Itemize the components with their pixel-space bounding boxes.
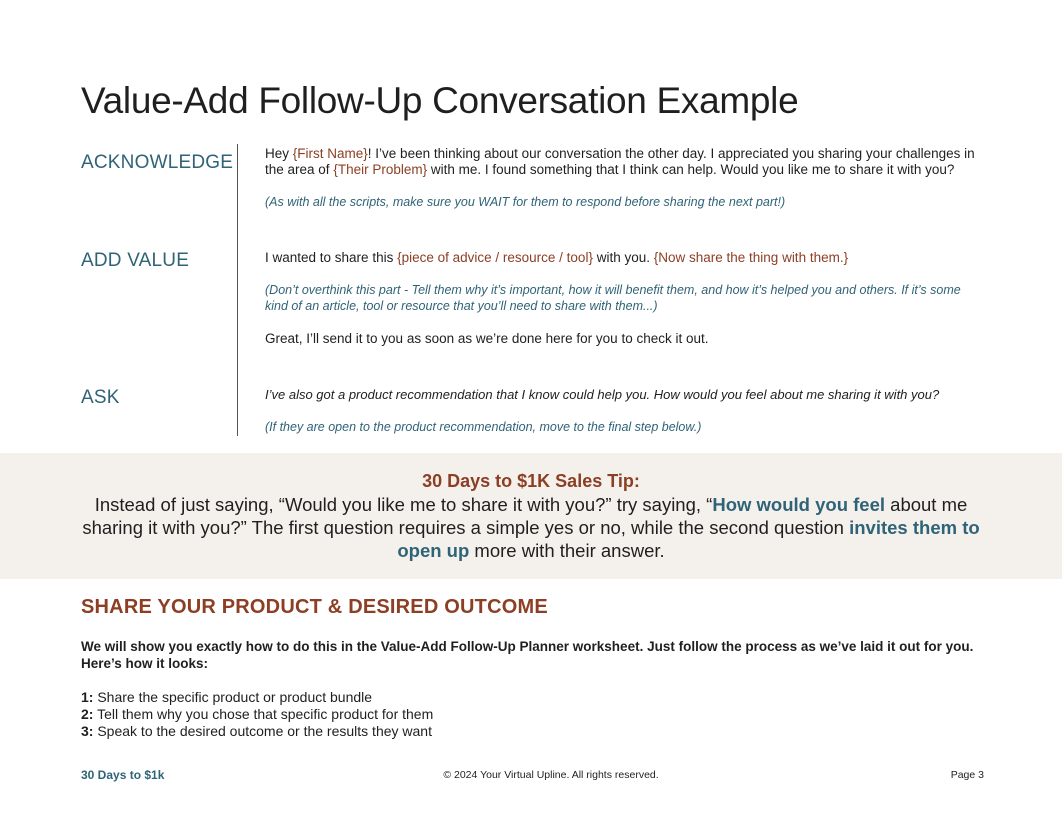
step-text-add-value [265,250,985,266]
list-item [81,706,781,723]
placeholder-share-thing: {Now share the thing with them.} [653,250,849,265]
list-item-text: Tell them why you chose that specific product for them [93,706,434,722]
vertical-divider [237,144,238,436]
list-item-number: 3: [81,723,94,739]
placeholder-their-problem: {Their Problem} [333,162,428,177]
placeholder-resource: {piece of advice / resource / tool} [397,250,593,265]
tip-highlight-how-would-you-feel: How would you feel [712,494,886,515]
footer-page-number: Page 3 [950,769,984,781]
list-item [81,723,781,740]
section-intro: We will show you exactly how to do this in the Value-Add Follow-Up Planner worksheet. Just follow the process as we’ve laid it out for you. Here’s how it looks: [81,639,974,671]
text-segment: I wanted to share this [265,250,398,265]
sales-tip-banner [0,453,1062,579]
text-segment: about me sharing it with you?” The first question requires a simple yes or no, while the second question [82,494,968,538]
list-item-text: Share the specific product or product bundle [93,689,373,705]
step-label-add-value: ADD VALUE [81,250,190,271]
step-note-acknowledge: (As with all the scripts, make sure you WAIT for them to respond before sharing the next part!) [265,195,786,209]
step-note-add-value: (Don’t overthink this part - Tell them why it’s important, how it will benefit them, and how it’s helped you and others. If it’s some kind of an article, tool or resource that you’ll need to share with them...) [265,283,961,313]
process-list [81,689,781,740]
list-item-number: 1: [81,689,94,705]
text-segment: Instead of just saying, “Would you like me to share it with you?” try saying, “ [94,494,713,515]
list-item-text: Speak to the desired outcome or the results they want [93,723,432,739]
list-item [81,689,781,706]
step-label-ask: ASK [81,387,120,408]
section-heading: SHARE YOUR PRODUCT & DESIRED OUTCOME [81,596,548,618]
text-segment: more with their answer. [469,540,665,561]
tip-highlight-invites: invites them to open up [397,517,980,561]
step-text-ask: I’ve also got a product recommendation that I know could help you. How would you feel about me sharing it with you? [265,387,940,402]
placeholder-first-name: {First Name} [292,146,368,161]
conversation-steps [81,144,986,436]
tip-heading: 30 Days to $1K Sales Tip: [422,471,640,491]
footer-brand: 30 Days to $1k [81,768,165,782]
text-segment: Hey [265,146,293,161]
step-note-ask: (If they are open to the product recommendation, move to the final step below.) [265,420,702,434]
step-text-add-value-followup: Great, I’ll send it to you as soon as we’re done here for you to check it out. [265,331,709,346]
step-text-acknowledge [265,146,985,178]
tip-body [70,493,992,562]
text-segment: with me. I found something that I think can help. Would you like me to share it with you? [427,162,955,177]
footer-copyright: © 2024 Your Virtual Upline. All rights reserved. [443,769,659,781]
text-segment: with you. [592,250,654,265]
page-title: Value-Add Follow-Up Conversation Example [81,80,799,121]
list-item-number: 2: [81,706,94,722]
step-label-acknowledge: ACKNOWLEDGE [81,152,234,173]
text-segment: ! I’ve been thinking about our conversation the other day. I appreciated you sharing your challenges in the area of [265,146,975,177]
